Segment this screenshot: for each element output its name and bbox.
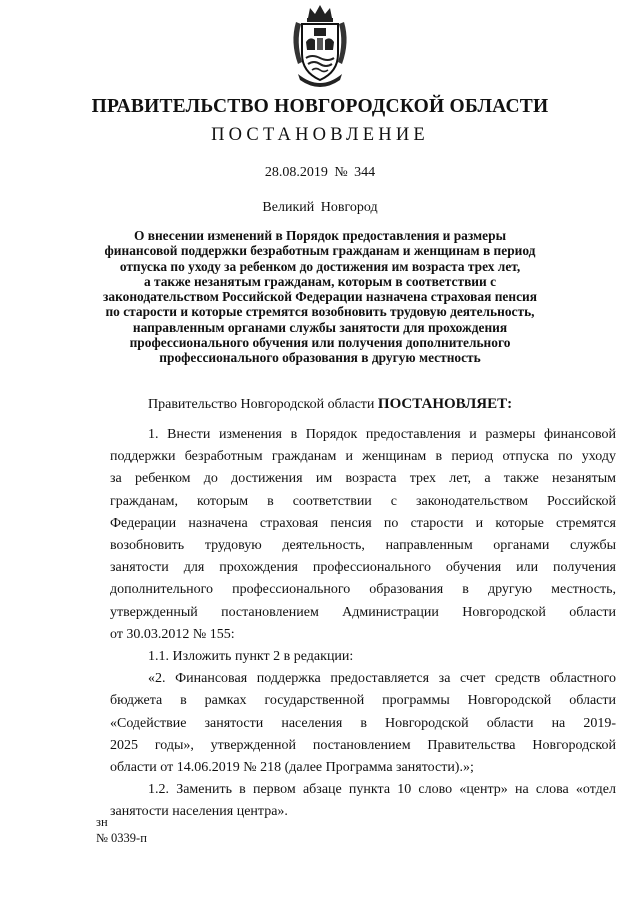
place-of-issue: Великий Новгород bbox=[262, 200, 378, 215]
title-line: финансовой поддержки безработным гражданам и женщинам в период bbox=[104, 243, 536, 259]
title-line: направленным органами службы занятости для прохождения bbox=[132, 319, 508, 335]
footer-doc-code: № 0339-п bbox=[96, 831, 147, 845]
body-line: бюджета в рамках государственной программы Новгородской области bbox=[110, 693, 616, 709]
title-line: законодательством Российской Федерации назначена страховая пенсия bbox=[103, 289, 537, 305]
document-footer bbox=[96, 814, 147, 846]
document-type: ПОСТАНОВЛЕНИЕ bbox=[211, 125, 429, 145]
resolution-intro bbox=[148, 396, 512, 413]
coat-of-arms-emblem bbox=[288, 2, 352, 88]
body-line: занятости для прохождения профессионального обучения или получения bbox=[110, 560, 616, 576]
body-line: гражданам, которым в соответствии с законодательством Российской bbox=[110, 493, 616, 509]
date-and-number: 28.08.2019 № 344 bbox=[264, 165, 376, 180]
body-line: дополнительного профессионального образования в другую местность, bbox=[110, 582, 616, 598]
resolution-body bbox=[110, 424, 616, 824]
intro-resolves: ПОСТАНОВЛЯЕТ: bbox=[377, 396, 513, 412]
body-line: 1.1. Изложить пункт 2 в редакции: bbox=[148, 649, 354, 665]
title-line: профессионального образования в другую местность bbox=[159, 350, 481, 366]
body-line: 1. Внести изменения в Порядок предоставления и размеры финансовой bbox=[148, 427, 616, 442]
body-line: возобновить трудовую деятельность, направленным органами службы bbox=[110, 538, 616, 554]
body-line: от 30.03.2012 № 155: bbox=[110, 626, 235, 642]
body-line: за ребенком до достижения им возраста трех лет, а также незанятым bbox=[110, 471, 616, 487]
body-line: «Содействие занятости населения в Новгородской области на 2019- bbox=[110, 715, 616, 731]
organization-name: ПРАВИТЕЛЬСТВО НОВГОРОДСКОЙ ОБЛАСТИ bbox=[91, 96, 549, 117]
body-line: утвержденный постановлением Администрации Новгородской области bbox=[110, 604, 616, 620]
intro-text: Правительство Новгородской области bbox=[148, 397, 378, 412]
title-line: отпуска по уходу за ребенком до достижения им возраста трех лет, bbox=[119, 258, 521, 274]
title-line: а также незанятым гражданам, которым в соответствии с bbox=[143, 273, 497, 289]
title-line: О внесении изменений в Порядок предоставления и размеры bbox=[133, 228, 507, 243]
title-line: профессионального обучения или получения дополнительного bbox=[129, 335, 511, 351]
title-line: по старости и которые стремятся возобновить трудовую деятельность, bbox=[105, 304, 535, 320]
body-line: 1.2. Заменить в первом абзаце пункта 10 слово «центр» на слова «отдел bbox=[148, 782, 616, 798]
body-line: «2. Финансовая поддержка предоставляется за счет средств областного bbox=[148, 671, 616, 687]
body-line: Федерации назначена страховая пенсия по старости и которые стремятся bbox=[110, 515, 616, 531]
body-line: 2025 годы», утвержденной постановлением Правительства Новгородской bbox=[110, 737, 616, 753]
body-line: области от 14.06.2019 № 218 (далее Программа занятости).»; bbox=[110, 760, 474, 776]
document-title bbox=[100, 228, 540, 366]
body-line: занятости населения центра». bbox=[110, 804, 288, 820]
footer-initials: зн bbox=[96, 815, 108, 829]
body-line: поддержки безработным гражданам и женщинам в период отпуска по уходу bbox=[110, 449, 616, 465]
